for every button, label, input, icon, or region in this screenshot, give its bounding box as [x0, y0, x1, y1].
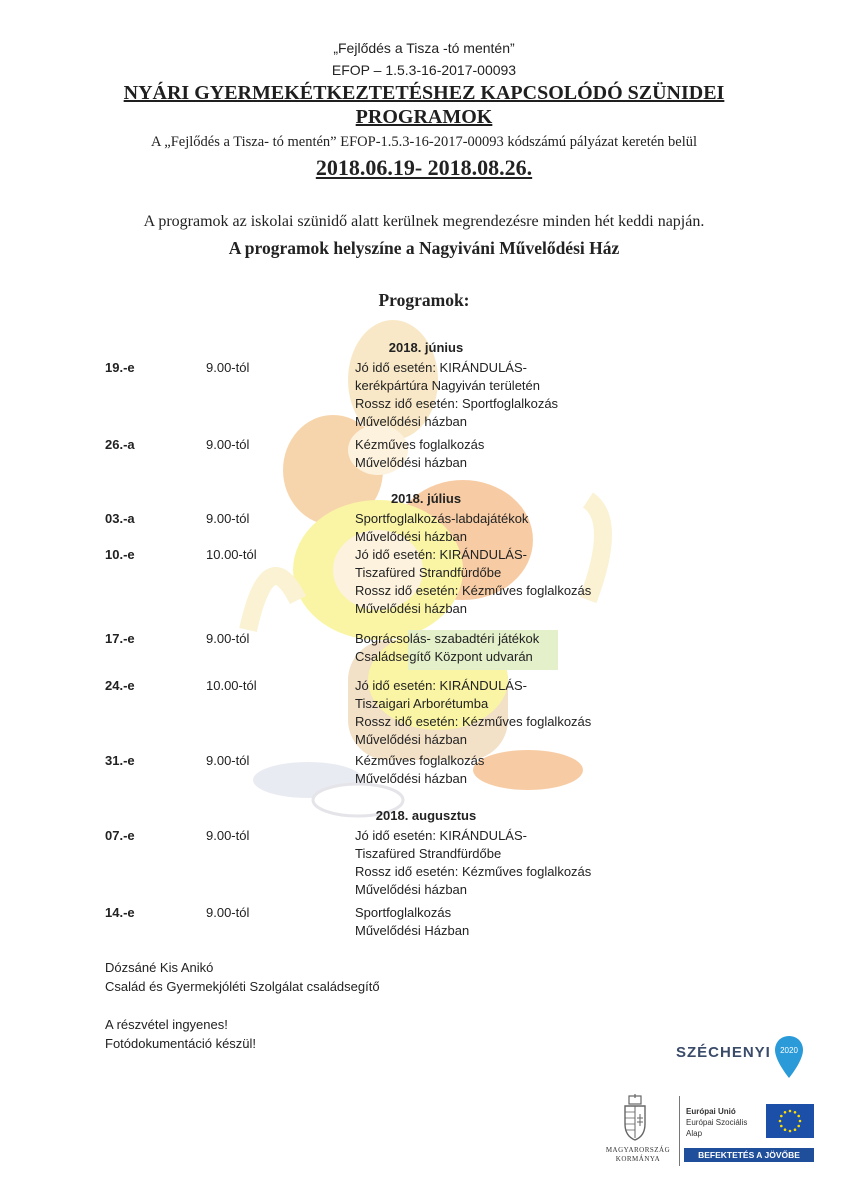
schedule-description-block: [355, 359, 558, 431]
schedule-line: Jó idő esetén: KIRÁNDULÁS-: [355, 547, 527, 562]
schedule-line: kerékpártúra Nagyiván területén: [355, 378, 540, 393]
organizer-name: Dózsáné Kis Anikó: [105, 960, 214, 975]
schedule-description-block: [355, 630, 539, 666]
eu-fund-line: Európai Szociális: [686, 1118, 748, 1127]
page-title-line-2: PROGRAMOK: [355, 106, 493, 128]
schedule-line: Művelődési Házban: [355, 923, 470, 938]
schedule-day: 07.-e: [105, 828, 135, 843]
schedule-description-block: [355, 436, 484, 472]
schedule-line: Jó idő esetén: KIRÁNDULÁS-: [355, 360, 527, 375]
eu-fund-line: Alap: [686, 1129, 703, 1138]
schedule-time: 10.00-tól: [206, 547, 257, 562]
hungarian-coat-of-arms-icon: [620, 1094, 650, 1142]
eu-fund-line: Európai Unió: [686, 1107, 736, 1116]
schedule-day: 10.-e: [105, 547, 135, 562]
eu-flag-icon: [766, 1104, 814, 1138]
schedule-description: A programok az iskolai szünidő alatt kerülnek megrendezésre minden hét keddi napján.: [143, 213, 705, 230]
schedule-description-block: [355, 827, 591, 899]
project-subtitle: „Fejlődés a Tisza -tó mentén”: [333, 40, 515, 56]
schedule-line: Rossz idő esetén: Kézműves foglalkozás: [355, 714, 592, 729]
schedule-day: 03.-a: [105, 511, 135, 526]
schedule-line: Tiszafüred Strandfürdőbe: [355, 565, 502, 580]
logo-divider: [679, 1096, 680, 1166]
photo-documentation-note: Fotódokumentáció készül!: [105, 1036, 257, 1051]
map-pin-icon: [772, 1034, 806, 1080]
schedule-time: 9.00-tól: [206, 360, 250, 375]
schedule-day: 24.-e: [105, 678, 135, 693]
szechenyi-2020-logo: [676, 1034, 806, 1080]
schedule-line: Művelődési házban: [355, 414, 468, 429]
organizer-role: Család és Gyermekjóléti Szolgálat családsegítő: [105, 979, 380, 994]
project-code: EFOP – 1.5.3-16-2017-00093: [331, 62, 517, 78]
schedule-description-block: [355, 752, 484, 788]
schedule-day: 31.-e: [105, 753, 135, 768]
schedule-line: Jó idő esetén: KIRÁNDULÁS-: [355, 678, 527, 693]
month-heading-july: 2018. július: [390, 491, 462, 506]
schedule-line: Tiszaigari Arborétumba: [355, 696, 489, 711]
venue-description: A programok helyszíne a Nagyiváni Művelődési Ház: [228, 238, 620, 258]
schedule-line: Művelődési házban: [355, 455, 468, 470]
month-heading-june: 2018. június: [388, 340, 464, 355]
eu-fund-text: [686, 1106, 747, 1139]
schedule-description-block: [355, 677, 591, 749]
schedule-line: Bográcsolás- szabadtéri játékok: [355, 631, 540, 646]
schedule-line: Művelődési házban: [355, 771, 468, 786]
schedule-line: Jó idő esetén: KIRÁNDULÁS-: [355, 828, 527, 843]
schedule-line: Családsegítő Központ udvarán: [355, 649, 533, 664]
schedule-day: 14.-e: [105, 905, 135, 920]
schedule-time: 10.00-tól: [206, 678, 257, 693]
schedule-line: Sportfoglalkozás-labdajátékok: [355, 511, 529, 526]
schedule-line: Tiszafüred Strandfürdőbe: [355, 846, 502, 861]
schedule-description-block: [355, 510, 528, 546]
intro-text: A „Fejlődés a Tisza- tó mentén” EFOP-1.5.3-16-2017-00093 kódszámú pályázat keretén belül: [150, 134, 698, 150]
schedule-day: 26.-a: [105, 437, 135, 452]
month-heading-august: 2018. augusztus: [375, 808, 477, 823]
schedule-line: Művelődési házban: [355, 529, 468, 544]
schedule-time: 9.00-tól: [206, 828, 250, 843]
szechenyi-label: SZÉCHENYI: [676, 1044, 771, 1061]
schedule-description-block: [355, 546, 591, 618]
schedule-time: 9.00-tól: [206, 753, 250, 768]
schedule-line: Művelődési házban: [355, 732, 468, 747]
government-label: [600, 1146, 676, 1164]
schedule-line: Kézműves foglalkozás: [355, 753, 485, 768]
government-label-line: MAGYARORSZÁG: [605, 1146, 671, 1154]
schedule-line: Rossz idő esetén: Sportfoglalkozás: [355, 396, 559, 411]
government-label-line: KORMÁNYA: [615, 1155, 661, 1163]
schedule-time: 9.00-tól: [206, 511, 250, 526]
schedule-line: Sportfoglalkozás: [355, 905, 452, 920]
schedule-line: Művelődési házban: [355, 601, 468, 616]
page-title-line-1: NYÁRI GYERMEKÉTKEZTETÉSHEZ KAPCSOLÓDÓ SZÜNIDEI: [123, 82, 725, 104]
free-participation-note: A részvétel ingyenes!: [105, 1017, 228, 1032]
schedule-line: Kézműves foglalkozás: [355, 437, 485, 452]
schedule-time: 9.00-tól: [206, 437, 250, 452]
schedule-line: Művelődési házban: [355, 882, 468, 897]
program-dates: 2018.06.19- 2018.08.26.: [315, 155, 533, 180]
schedule-day: 17.-e: [105, 631, 135, 646]
schedule-day: 19.-e: [105, 360, 135, 375]
schedule-line: Rossz idő esetén: Kézműves foglalkozás: [355, 583, 592, 598]
szechenyi-year: 2020: [780, 1046, 798, 1055]
schedule-description-block: [355, 904, 469, 940]
schedule-time: 9.00-tól: [206, 905, 250, 920]
invest-in-future-banner: BEFEKTETÉS A JÖVŐBE: [684, 1148, 814, 1162]
schedule-line: Rossz idő esetén: Kézműves foglalkozás: [355, 864, 592, 879]
programs-heading: Programok:: [378, 290, 470, 310]
schedule-time: 9.00-tól: [206, 631, 250, 646]
